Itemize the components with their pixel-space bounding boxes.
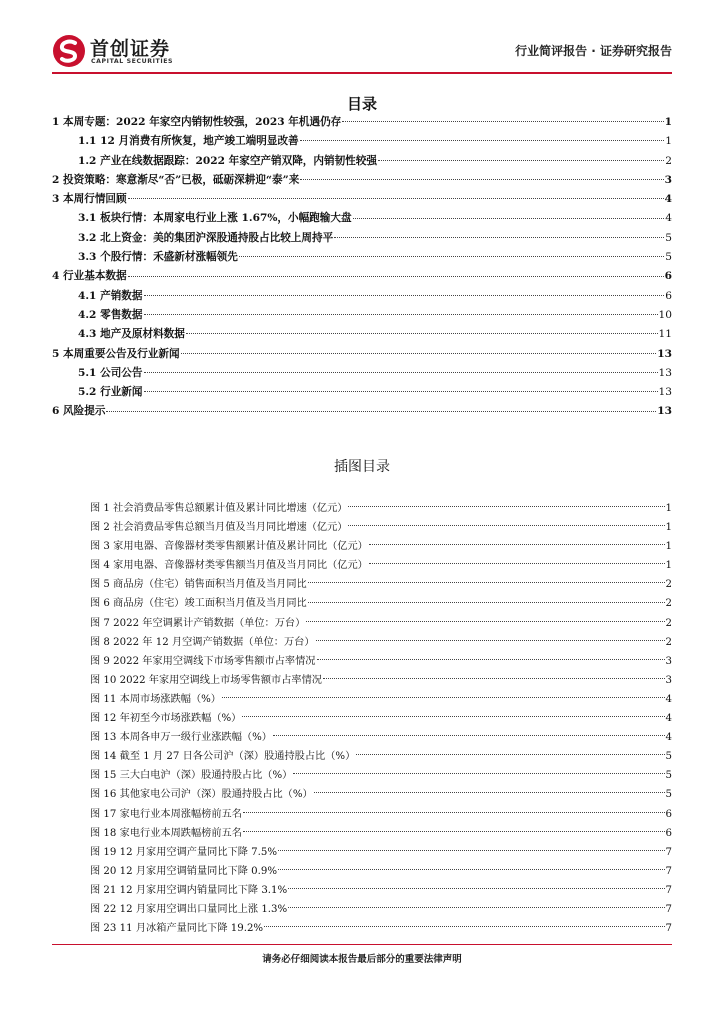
toc-entry-page-number: 13 xyxy=(657,347,672,360)
toc-entry-label: 5.2 行业新闻 xyxy=(78,386,143,399)
toc-entry[interactable] xyxy=(52,172,672,191)
figure-entry-label: 图 17 家电行业本周涨幅榜前五名 xyxy=(90,808,242,820)
dot-leader xyxy=(278,850,665,851)
figure-entry-label: 图 18 家电行业本周跌幅榜前五名 xyxy=(90,827,242,839)
toc-entry[interactable] xyxy=(52,133,672,152)
dot-leader xyxy=(378,160,664,161)
toc-entry-label: 1.2 产业在线数据跟踪：2022 年家空产销双降，内销韧性较强 xyxy=(78,154,377,167)
figure-entry-page-number: 3 xyxy=(665,674,672,686)
figure-entry-label: 图 2 社会消费品零售总额当月值及当月同比增速（亿元） xyxy=(90,522,348,534)
figure-entry-page-number: 2 xyxy=(665,598,672,610)
toc-entry-page-number: 13 xyxy=(658,366,672,379)
figure-entry[interactable] xyxy=(90,900,672,919)
toc-entry[interactable] xyxy=(52,210,672,229)
figure-entry[interactable] xyxy=(90,805,672,824)
figure-entry-page-number: 1 xyxy=(665,503,672,514)
figure-entry[interactable] xyxy=(90,747,672,766)
figure-entry-label: 图 15 三大白电沪（深）股通持股占比（%） xyxy=(90,770,293,782)
figure-entry-page-number: 2 xyxy=(665,636,672,648)
logo-english-name: CAPITAL SECURITIES xyxy=(91,58,174,65)
dot-leader xyxy=(300,179,663,180)
toc-entry-page-number: 13 xyxy=(658,386,672,399)
figure-entry-page-number: 1 xyxy=(665,560,672,572)
dot-leader xyxy=(128,198,664,199)
figure-index xyxy=(90,499,672,938)
figure-entry-label: 图 16 其他家电公司沪（深）股通持股占比（%） xyxy=(90,789,313,801)
toc-entry-label: 1 本周专题：2022 年家空内销韧性较强，2023 年机遇仍存 xyxy=(52,116,342,128)
toc-entry[interactable] xyxy=(52,288,672,307)
toc-entry[interactable] xyxy=(52,365,672,384)
figure-entry-page-number: 5 xyxy=(665,789,672,801)
toc-entry-page-number: 1 xyxy=(665,135,672,148)
dot-leader xyxy=(288,907,664,908)
toc-title: 目录 xyxy=(346,95,377,113)
dot-leader xyxy=(308,582,665,583)
toc-entry-label: 4 行业基本数据 xyxy=(52,270,127,283)
figure-entry-label: 图 13 本周各申万一级行业涨跌幅（%） xyxy=(90,732,272,744)
figure-entry[interactable] xyxy=(90,766,672,785)
toc-entry[interactable] xyxy=(52,230,672,249)
dot-leader xyxy=(273,735,665,736)
logo-chinese-name: 首创证券 xyxy=(90,38,171,60)
figure-entry-page-number: 6 xyxy=(665,808,672,820)
figure-entry-page-number: 2 xyxy=(665,579,672,591)
figure-entry-label: 图 8 2022 年 12 月空调产销数据（单位：万台） xyxy=(90,636,315,648)
toc-entry-label: 4.3 地产及原材料数据 xyxy=(78,328,185,341)
toc-entry-label: 5.1 公司公告 xyxy=(78,366,143,379)
figure-entry[interactable] xyxy=(90,575,672,594)
dot-leader xyxy=(239,256,664,257)
figure-entry[interactable] xyxy=(90,881,672,900)
figure-entry[interactable] xyxy=(90,671,672,690)
toc-entry-page-number: 3 xyxy=(664,173,672,186)
figure-entry[interactable] xyxy=(90,537,672,556)
figure-entry[interactable] xyxy=(90,728,672,747)
report-type: 行业简评报告 · 证券研究报告 xyxy=(515,44,672,58)
dot-leader xyxy=(342,121,663,122)
figure-entry-page-number: 4 xyxy=(665,713,672,725)
figure-index-title: 插图目录 xyxy=(334,459,390,475)
dot-leader xyxy=(317,659,665,660)
dot-leader xyxy=(300,140,665,141)
company-logo xyxy=(52,34,192,68)
toc-entry-page-number: 4 xyxy=(664,193,672,206)
dot-leader xyxy=(106,411,656,412)
figure-entry-page-number: 4 xyxy=(665,693,672,705)
toc-entry-label: 2 投资策略：寒意渐尽“否”已极，砥砺深耕迎“泰”来 xyxy=(52,173,300,186)
figure-entry-label: 图 20 12 月家用空调销量同比下降 0.9% xyxy=(90,865,278,877)
capital-securities-logo-icon xyxy=(52,34,86,68)
dot-leader xyxy=(222,697,665,698)
dot-leader xyxy=(243,812,665,813)
figure-entry-label: 图 11 本周市场涨跌幅（%） xyxy=(90,693,221,705)
dot-leader xyxy=(264,926,664,927)
toc-entry-page-number: 10 xyxy=(658,308,672,321)
figure-entry-label: 图 1 社会消费品零售总额累计值及累计同比增速（亿元） xyxy=(90,503,348,514)
toc-entry[interactable] xyxy=(52,307,672,326)
dot-leader xyxy=(144,391,658,392)
toc-entry-label: 3.1 板块行情：本周家电行业上涨 1.67%，小幅跑输大盘 xyxy=(78,212,352,225)
figure-entry-page-number: 7 xyxy=(665,903,672,915)
dot-leader xyxy=(288,888,664,889)
toc-entry-label: 6 风险提示 xyxy=(52,405,106,418)
figure-entry-label: 图 12 年初至今市场涨跌幅（%） xyxy=(90,713,242,725)
figure-entry[interactable] xyxy=(90,824,672,843)
figure-entry[interactable] xyxy=(90,709,672,728)
figure-entry-label: 图 6 商品房（住宅）竣工面积当月值及当月同比 xyxy=(90,598,307,610)
figure-entry-label: 图 21 12 月家用空调内销量同比下降 3.1% xyxy=(90,884,288,896)
figure-entry[interactable] xyxy=(90,633,672,652)
figure-entry[interactable] xyxy=(90,652,672,671)
toc-entry-page-number: 11 xyxy=(658,328,672,341)
toc-entry-label: 4.2 零售数据 xyxy=(78,308,143,321)
figure-entry-page-number: 1 xyxy=(665,541,672,553)
table-of-contents xyxy=(52,114,672,423)
toc-entry-page-number: 4 xyxy=(665,212,672,225)
toc-entry-page-number: 1 xyxy=(664,116,672,128)
toc-entry-page-number: 5 xyxy=(665,231,672,244)
figure-entry-page-number: 7 xyxy=(665,846,672,858)
dot-leader xyxy=(353,218,665,219)
figure-entry-label: 图 3 家用电器、音像器材类零售额累计值及累计同比（亿元） xyxy=(90,541,368,553)
figure-entry-page-number: 2 xyxy=(665,617,672,629)
toc-entry[interactable] xyxy=(52,153,672,172)
toc-entry-page-number: 2 xyxy=(665,154,672,167)
dot-leader xyxy=(144,314,658,315)
figure-entry-page-number: 7 xyxy=(665,923,672,935)
dot-leader xyxy=(144,295,665,296)
figure-entry-label: 图 22 12 月家用空调出口量同比上涨 1.3% xyxy=(90,903,288,915)
figure-entry[interactable] xyxy=(90,919,672,938)
figure-entry[interactable] xyxy=(90,614,672,633)
figure-entry[interactable] xyxy=(90,594,672,613)
dot-leader xyxy=(144,372,658,373)
dot-leader xyxy=(334,237,664,238)
toc-entry[interactable] xyxy=(52,191,672,210)
dot-leader xyxy=(128,276,664,277)
figure-entry-label: 图 5 商品房（住宅）销售面积当月值及当月同比 xyxy=(90,579,307,591)
figure-entry-page-number: 7 xyxy=(665,884,672,896)
figure-entry[interactable] xyxy=(90,785,672,804)
figure-entry-page-number: 7 xyxy=(665,865,672,877)
figure-entry-label: 图 23 11 月冰箱产量同比下降 19.2% xyxy=(90,923,264,935)
toc-entry-label: 5 本周重要公告及行业新闻 xyxy=(52,347,180,360)
toc-entry-page-number: 6 xyxy=(664,270,672,283)
dot-leader xyxy=(356,754,664,755)
figure-entry[interactable] xyxy=(90,843,672,862)
toc-entry-page-number: 13 xyxy=(657,405,672,418)
figure-entry-page-number: 3 xyxy=(665,655,672,667)
dot-leader xyxy=(348,506,664,507)
figure-entry-label: 图 9 2022 年家用空调线下市场零售额市占率情况 xyxy=(90,655,316,667)
dot-leader xyxy=(348,525,664,526)
dot-leader xyxy=(293,773,664,774)
toc-entry-label: 3.2 北上资金：美的集团沪深股通持股占比较上周持平 xyxy=(78,231,334,244)
dot-leader xyxy=(242,716,664,717)
toc-entry-label: 1.1 12 月消费有所恢复，地产竣工端明显改善 xyxy=(78,135,299,148)
figure-entry-page-number: 5 xyxy=(665,770,672,782)
figure-entry-label: 图 7 2022 年空调累计产销数据（单位：万台） xyxy=(90,617,306,629)
dot-leader xyxy=(316,640,665,641)
toc-entry-page-number: 5 xyxy=(665,251,672,264)
dot-leader xyxy=(369,563,665,564)
toc-entry-label: 3 本周行情回顾 xyxy=(52,193,127,206)
dot-leader xyxy=(243,831,665,832)
figure-entry-page-number: 1 xyxy=(665,522,672,534)
dot-leader xyxy=(314,792,665,793)
figure-entry-page-number: 4 xyxy=(665,732,672,744)
dot-leader xyxy=(186,333,658,334)
toc-entry[interactable] xyxy=(52,249,672,268)
figure-entry-label: 图 14 截至 1 月 27 日各公司沪（深）股通持股占比（%） xyxy=(90,751,356,763)
figure-entry[interactable] xyxy=(90,499,672,518)
toc-entry[interactable] xyxy=(52,384,672,403)
dot-leader xyxy=(278,869,665,870)
figure-entry[interactable] xyxy=(90,862,672,881)
dot-leader xyxy=(306,621,664,622)
figure-entry[interactable] xyxy=(90,518,672,537)
figure-entry-label: 图 19 12 月家用空调产量同比下降 7.5% xyxy=(90,846,278,858)
footer-divider xyxy=(52,944,672,945)
figure-entry-label: 图 4 家用电器、音像器材类零售额当月值及当月同比（亿元） xyxy=(90,560,368,572)
toc-entry[interactable] xyxy=(52,403,672,422)
dot-leader xyxy=(181,353,657,354)
dot-leader xyxy=(369,544,665,545)
toc-entry[interactable] xyxy=(52,326,672,345)
figure-entry[interactable] xyxy=(90,690,672,709)
figure-entry-label: 图 10 2022 年家用空调线上市场零售额市占率情况 xyxy=(90,674,322,686)
header-divider xyxy=(52,72,672,74)
toc-entry-label: 3.3 个股行情：禾盛新材涨幅领先 xyxy=(78,251,238,264)
page-header xyxy=(52,30,672,72)
toc-entry[interactable] xyxy=(52,268,672,287)
legal-disclaimer: 请务必仔细阅读本报告最后部分的重要法律声明 xyxy=(262,954,462,965)
toc-entry[interactable] xyxy=(52,346,672,365)
toc-entry-page-number: 6 xyxy=(665,289,672,302)
figure-entry-page-number: 6 xyxy=(665,827,672,839)
figure-entry-page-number: 5 xyxy=(665,751,672,763)
dot-leader xyxy=(323,678,665,679)
toc-entry-label: 4.1 产销数据 xyxy=(78,289,143,302)
toc-entry[interactable] xyxy=(52,114,672,133)
figure-entry[interactable] xyxy=(90,556,672,575)
dot-leader xyxy=(308,602,665,603)
